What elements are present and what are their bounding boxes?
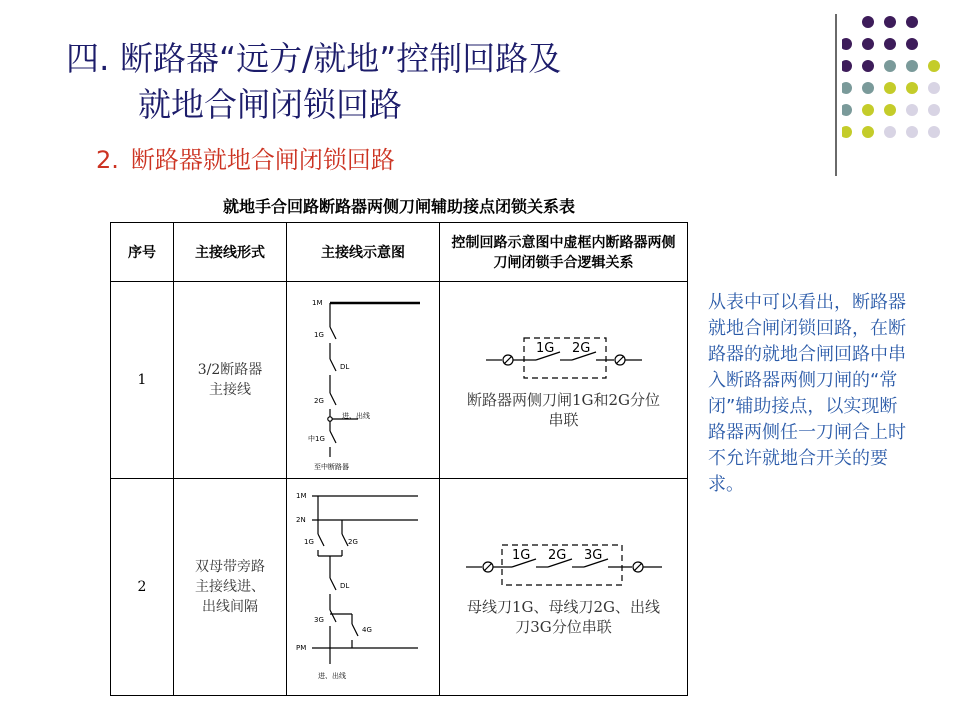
row1-logic-diagram [484, 330, 644, 386]
interlock-table [110, 222, 688, 696]
table-header-row [111, 223, 688, 282]
row1-label-dl: DL [340, 363, 350, 371]
row1-label-out: 进、出线 [342, 412, 370, 420]
dots-row-5 [842, 104, 940, 116]
row2-label-1m: 1M [296, 492, 307, 500]
subtitle-number: 2. [96, 146, 119, 174]
row2-form-line2: 主接线进、 [195, 579, 265, 595]
row1-form [174, 282, 287, 479]
dots-row-4 [842, 82, 940, 94]
row1-form-line2: 主接线 [209, 382, 251, 398]
title-line2: 就地合闸闭锁回路 [138, 85, 402, 124]
header-index: 序号 [111, 223, 174, 282]
row1-logic [440, 282, 688, 479]
row2-logic-line1: 母线刀1G、母线刀2G、出线 [466, 598, 661, 616]
row2-logic-3g: 3G [583, 548, 602, 563]
row1-logic-1g: 1G [535, 341, 554, 356]
row1-logic-2g: 2G [571, 341, 590, 356]
row1-diagram [287, 282, 440, 479]
slide-subtitle [96, 140, 395, 175]
header-diagram: 主接线示意图 [287, 223, 440, 282]
subtitle-text: 断路器就地合闸闭锁回路 [130, 146, 395, 174]
row1-form-line1: 3/2断路器 [197, 362, 263, 378]
row1-index: 1 [111, 282, 174, 479]
row2-label-1g: 1G [304, 538, 314, 546]
row2-label-4g: 4G [362, 626, 372, 634]
row1-label-1g: 1G [314, 331, 324, 339]
row1-wiring-diagram [288, 285, 438, 475]
table-caption: 就地手合回路断路器两侧刀闸辅助接点闭锁关系表 [222, 197, 575, 216]
table-row [111, 282, 688, 479]
row2-form-line3: 出线间隔 [202, 599, 258, 615]
row1-label-2g: 2G [314, 397, 324, 405]
row2-label-3g: 3G [314, 616, 324, 624]
decor-dots [842, 12, 952, 152]
dots-row-2 [842, 38, 918, 50]
table-row [111, 479, 688, 696]
title-line1: 四. 断路器“远方/就地”控制回路及 [66, 39, 562, 78]
decor-divider [835, 14, 837, 176]
row2-label-pm: PM [296, 644, 307, 652]
row2-label-out: 进、出线 [318, 672, 346, 680]
row2-logic-line2: 刀3G分位串联 [515, 618, 612, 636]
dots-row-6 [842, 126, 940, 138]
row1-label-mid: 中1G [308, 435, 325, 443]
dots-row-1 [862, 16, 918, 28]
row2-wiring-diagram [288, 482, 438, 692]
side-explanation: 从表中可以看出，断路器就地合闸闭锁回路，在断路器的就地合闸回路中串入断路器两侧刀闸的“常闭”辅助接点，以实现断路器两侧任一刀闸合上时不允许就地合开关的要求。 [708, 292, 906, 495]
row1-logic-line2: 串联 [548, 411, 579, 429]
header-logic: 控制回路示意图中虚框内断路器两侧刀闸闭锁手合逻辑关系 [440, 223, 688, 282]
row2-index: 2 [111, 479, 174, 696]
row2-diagram [287, 479, 440, 696]
row2-logic-2g: 2G [547, 548, 566, 563]
row2-label-2n: 2N [296, 516, 306, 524]
header-form: 主接线形式 [174, 223, 287, 282]
slide-title [66, 36, 561, 128]
row1-label-bottom: 至中断路器 [314, 463, 349, 471]
row1-label-1m: 1M [312, 299, 323, 307]
row2-logic-1g: 1G [511, 548, 530, 563]
row2-logic-diagram [464, 537, 664, 593]
row2-logic [440, 479, 688, 696]
row2-label-dl: DL [340, 582, 350, 590]
row2-form [174, 479, 287, 696]
row2-form-line1: 双母带旁路 [195, 559, 265, 575]
row2-label-2g: 2G [348, 538, 358, 546]
dots-row-3 [842, 60, 940, 72]
row1-logic-line1: 断路器两侧刀闸1G和2G分位 [466, 391, 661, 409]
